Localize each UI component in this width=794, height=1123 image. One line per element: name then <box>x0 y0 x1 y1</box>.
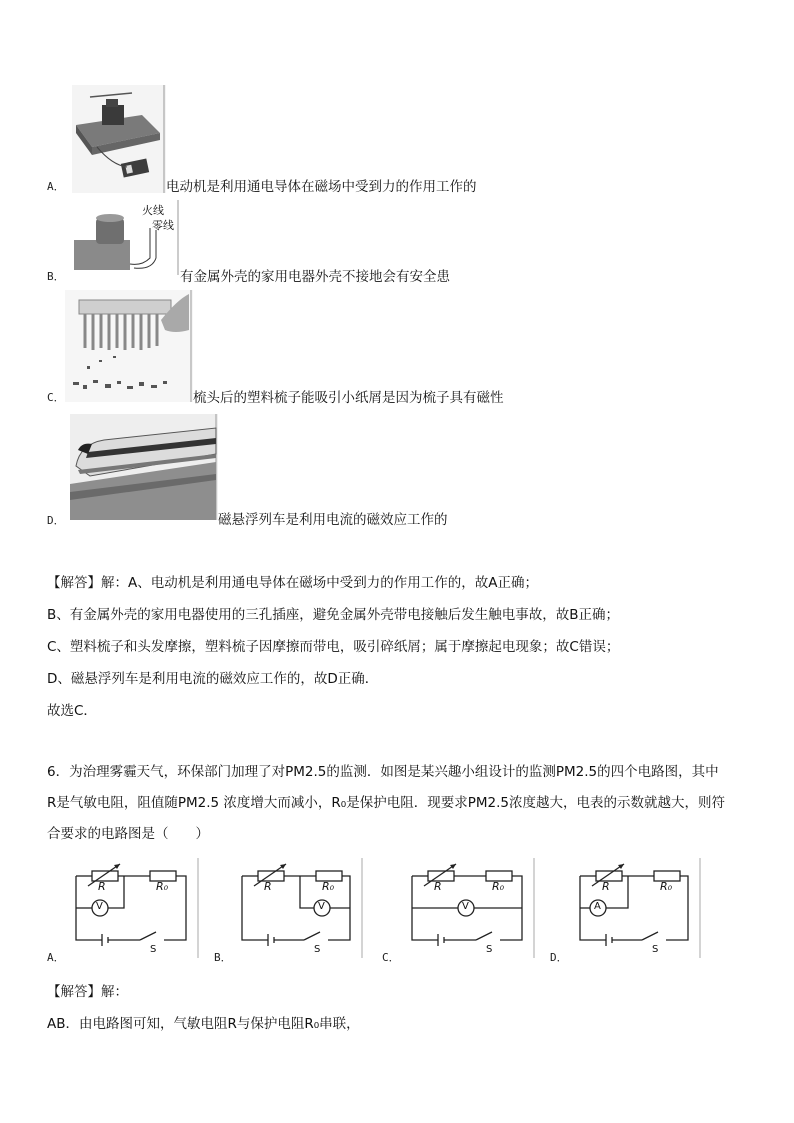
circuit-a <box>62 858 202 958</box>
circuit-d-r0-label: R₀ <box>660 880 673 893</box>
answer1-line-1: 【解答】解：A、电动机是利用通电导体在磁场中受到力的作用工作的，故A正确； <box>47 575 538 591</box>
circuit-d-letter: D． <box>550 951 568 964</box>
neutral-wire-label: 零线 <box>152 219 174 232</box>
answer1-line-5: 故选C． <box>47 703 97 719</box>
circuit-a-meter-label: V <box>96 901 103 912</box>
circuit-b-letter: B． <box>214 951 232 964</box>
option-c-letter: C． <box>47 391 65 404</box>
motor-figure <box>72 85 166 193</box>
answer1-line-3: C、塑料梳子和头发摩擦，塑料梳子因摩擦而带电，吸引碎纸屑；属于摩擦起电现象；故C错误； <box>47 639 620 655</box>
circuit-b <box>228 858 368 958</box>
maglev-figure <box>70 414 218 520</box>
answer2-line-1: 【解答】解： <box>47 984 128 1000</box>
option-d-letter: D． <box>47 514 65 527</box>
option-b-letter: B． <box>47 270 65 283</box>
circuit-a-r-label: R <box>98 880 106 893</box>
circuit-c-switch-label: S <box>486 944 493 955</box>
fire-wire-label: 火线 <box>142 204 164 217</box>
circuit-b-switch-label: S <box>314 944 321 955</box>
question6-line-1: 6．为治理雾霾天气，环保部门加理了对PM2.5的监测．如图是某兴趣小组设计的监测PM2.5的四个电路图，其中 <box>47 764 719 780</box>
answer1-line-2: B、有金属外壳的家用电器使用的三孔插座，避免金属外壳带电接触后发生触电事故，故B正确； <box>47 607 620 623</box>
circuit-d-switch-label: S <box>652 944 659 955</box>
question6-line-3: 合要求的电路图是（ ） <box>47 826 209 842</box>
circuit-b-r0-label: R₀ <box>322 880 335 893</box>
comb-figure <box>65 290 193 402</box>
question6-line-2: R是气敏电阻，阻值随PM2.5 浓度增大而减小，R₀是保护电阻．现要求PM2.5浓度越大，电表的示数就越大，则符 <box>47 795 725 811</box>
circuit-a-letter: A． <box>47 951 65 964</box>
circuit-c-letter: C． <box>382 951 400 964</box>
circuit-d-meter-label: A <box>594 901 601 912</box>
circuit-a-switch-label: S <box>150 944 157 955</box>
circuit-b-meter-label: V <box>318 901 325 912</box>
circuit-c-r-label: R <box>434 880 442 893</box>
circuit-a-r0-label: R₀ <box>156 880 169 893</box>
answer2-line-2: AB．由电路图可知，气敏电阻R与保护电阻R₀串联， <box>47 1016 360 1032</box>
circuit-c-r0-label: R₀ <box>492 880 505 893</box>
appliance-figure <box>72 200 180 275</box>
circuit-b-r-label: R <box>264 880 272 893</box>
circuit-c <box>398 858 538 958</box>
option-c-text: 梳头后的塑料梳子能吸引小纸屑是因为梳子具有磁性 <box>193 390 504 406</box>
option-d-text: 磁悬浮列车是利用电流的磁效应工作的 <box>218 512 448 528</box>
option-a-letter: A． <box>47 180 65 193</box>
option-b-text: 有金属外壳的家用电器外壳不接地会有安全患 <box>180 269 450 285</box>
circuit-d <box>566 858 706 958</box>
option-a-text: 电动机是利用通电导体在磁场中受到力的作用工作的 <box>166 179 477 195</box>
answer1-line-4: D、磁悬浮列车是利用电流的磁效应工作的，故D正确． <box>47 671 379 687</box>
circuit-d-r-label: R <box>602 880 610 893</box>
circuit-c-meter-label: V <box>462 901 469 912</box>
